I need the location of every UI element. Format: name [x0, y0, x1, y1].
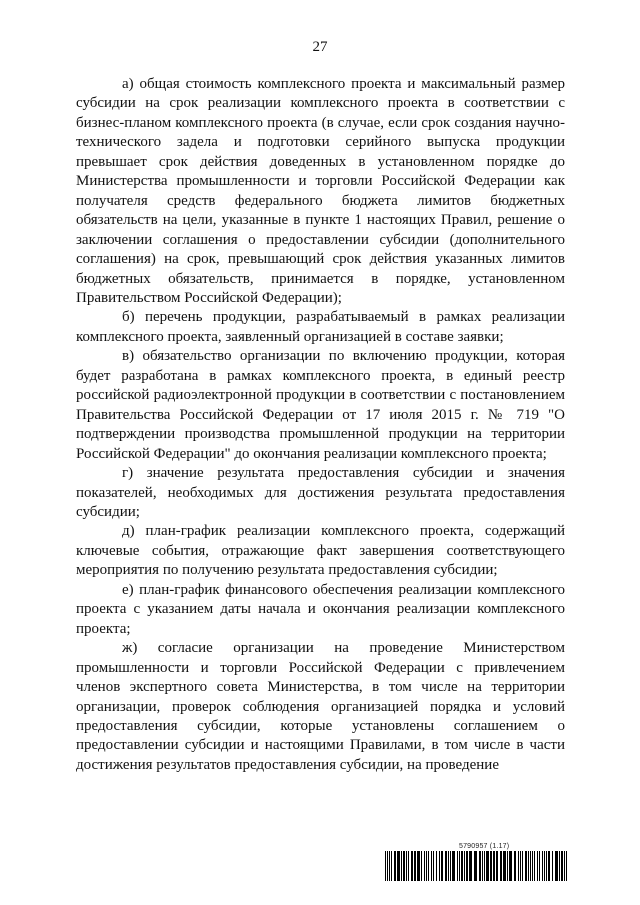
page-number: 27 — [312, 39, 328, 55]
barcode-bar — [490, 851, 492, 881]
barcode-bar — [469, 851, 472, 881]
barcode-icon — [385, 851, 567, 881]
barcode-bar — [436, 851, 437, 881]
barcode-bar — [552, 851, 553, 881]
barcode-bar — [389, 851, 390, 881]
barcode-bar — [514, 851, 516, 881]
barcode-bar — [464, 851, 465, 881]
barcode-bar — [426, 851, 427, 881]
barcode-bar — [537, 851, 538, 881]
barcode-bar — [448, 851, 449, 881]
barcode-bar — [566, 851, 567, 881]
barcode-bar — [397, 851, 400, 881]
paragraph-zh: ж) согласие организации на проведение Министерством промышленности и торговли Российской Федерации с привлечением членов экспертного совета Министерства, в том числе на территории организации, проверок соблюдения организацией порядка и условий предоставления субсидии, которые установлены соглашением о предоставлении субсидии и настоящими Правилами, в том числе в части достижения результатов предоставления субсидии, на проведение — [76, 640, 565, 773]
barcode-bar — [406, 851, 407, 881]
barcode-bar — [439, 851, 440, 881]
barcode-bar — [559, 851, 560, 881]
barcode-bar — [385, 851, 386, 881]
barcode-bar — [555, 851, 558, 881]
barcode-bar — [544, 851, 545, 881]
paragraph-v: в) обязательство организации по включению продукции, которая будет разработана в рамках комплексного проекта, в единый реестр российской радиоэлектронной продукции в соответствии с постановлением Правительства Российской Федерации от 17 июля 2015 г. № 719 "О подтверждении производства промышленной продукции на территории Российской Федерации" до окончания реализации комплексного проекта; — [76, 348, 565, 462]
barcode-bar — [394, 851, 396, 881]
barcode-bar — [548, 851, 550, 881]
barcode-bar — [525, 851, 527, 881]
barcode-bar — [493, 851, 495, 881]
barcode-bar — [532, 851, 533, 881]
paragraph-e: е) план-график финансового обеспечения реализации комплексного проекта с указанием даты начала и окончания реализации комплексного проекта; — [76, 581, 565, 637]
barcode-bar — [457, 851, 458, 881]
barcode-bar — [466, 851, 468, 881]
barcode-bar — [518, 851, 519, 881]
barcode-bar — [509, 851, 512, 881]
barcode-bar — [450, 851, 451, 881]
barcode-bar — [542, 851, 543, 881]
paragraph-g: г) значение результата предоставления субсидии и значения показателей, необходимых для достижения результата предоставления субсидии; — [76, 465, 565, 520]
barcode-bar — [401, 851, 402, 881]
barcode-bar — [424, 851, 425, 881]
document-code: 5790957 (1.17) — [459, 843, 510, 850]
barcode-bar — [433, 851, 434, 881]
barcode-bar — [528, 851, 529, 881]
barcode-bar — [445, 851, 447, 881]
barcode-bar — [417, 851, 420, 881]
paragraph-d: д) план-график реализации комплексного проекта, содержащий ключевые события, отражающие факт завершения соответствующего мероприятия по получению результата предоставления субсидии; — [76, 523, 565, 579]
barcode-bar — [500, 851, 502, 881]
barcode-bar — [530, 851, 531, 881]
barcode-bar — [534, 851, 535, 881]
barcode-bar — [411, 851, 413, 881]
barcode-bar — [474, 851, 477, 881]
paragraph-a: а) общая стоимость комплексного проекта и максимальный размер субсидии на срок реализации комплексного проекта в соответствии с бизнес-планом комплексного проекта (в случае, если срок создания научно-технического задела и подготовки серийного выпуска продукции превышает срок действия доведенных в установленном порядке до Министерства промышленности и торговли Российской Федерации как получателя средств федерального бюджета лимитов бюджетных обязательств на цели, указанные в пункте 1 настоящих Правил, решение о заключении соглашения о предоставлении субсидии (дополнительного соглашения) на срок, превышающий срок действия указанных лимитов бюджетных обязательств, принимается в порядке, установленном Правительством Российской Федерации); — [76, 76, 565, 306]
barcode-bar — [428, 851, 429, 881]
barcode-bar — [459, 851, 460, 881]
barcode-bar — [507, 851, 508, 881]
barcode-bar — [482, 851, 483, 881]
barcode-bar — [503, 851, 506, 881]
barcode-bar — [461, 851, 463, 881]
barcode-bar — [421, 851, 422, 881]
barcode-bar — [408, 851, 409, 881]
barcode-bar — [403, 851, 405, 881]
barcode-bar — [484, 851, 485, 881]
barcode-bar — [564, 851, 565, 881]
barcode-bar — [387, 851, 388, 881]
barcode-bar — [546, 851, 547, 881]
barcode-bar — [539, 851, 540, 881]
barcode-bar — [520, 851, 521, 881]
barcode-bar — [414, 851, 416, 881]
barcode-bar — [441, 851, 443, 881]
barcode-bar — [431, 851, 432, 881]
barcode-bar — [522, 851, 523, 881]
document-body — [76, 75, 565, 775]
barcode-bar — [496, 851, 498, 881]
barcode-bar — [486, 851, 489, 881]
paragraph-b: б) перечень продукции, разрабатываемый в рамках реализации комплексного проекта, заявленный организацией в составе заявки; — [76, 309, 565, 345]
barcode-bar — [391, 851, 392, 881]
barcode-bar — [452, 851, 455, 881]
barcode-bar — [561, 851, 563, 881]
barcode-bar — [479, 851, 481, 881]
